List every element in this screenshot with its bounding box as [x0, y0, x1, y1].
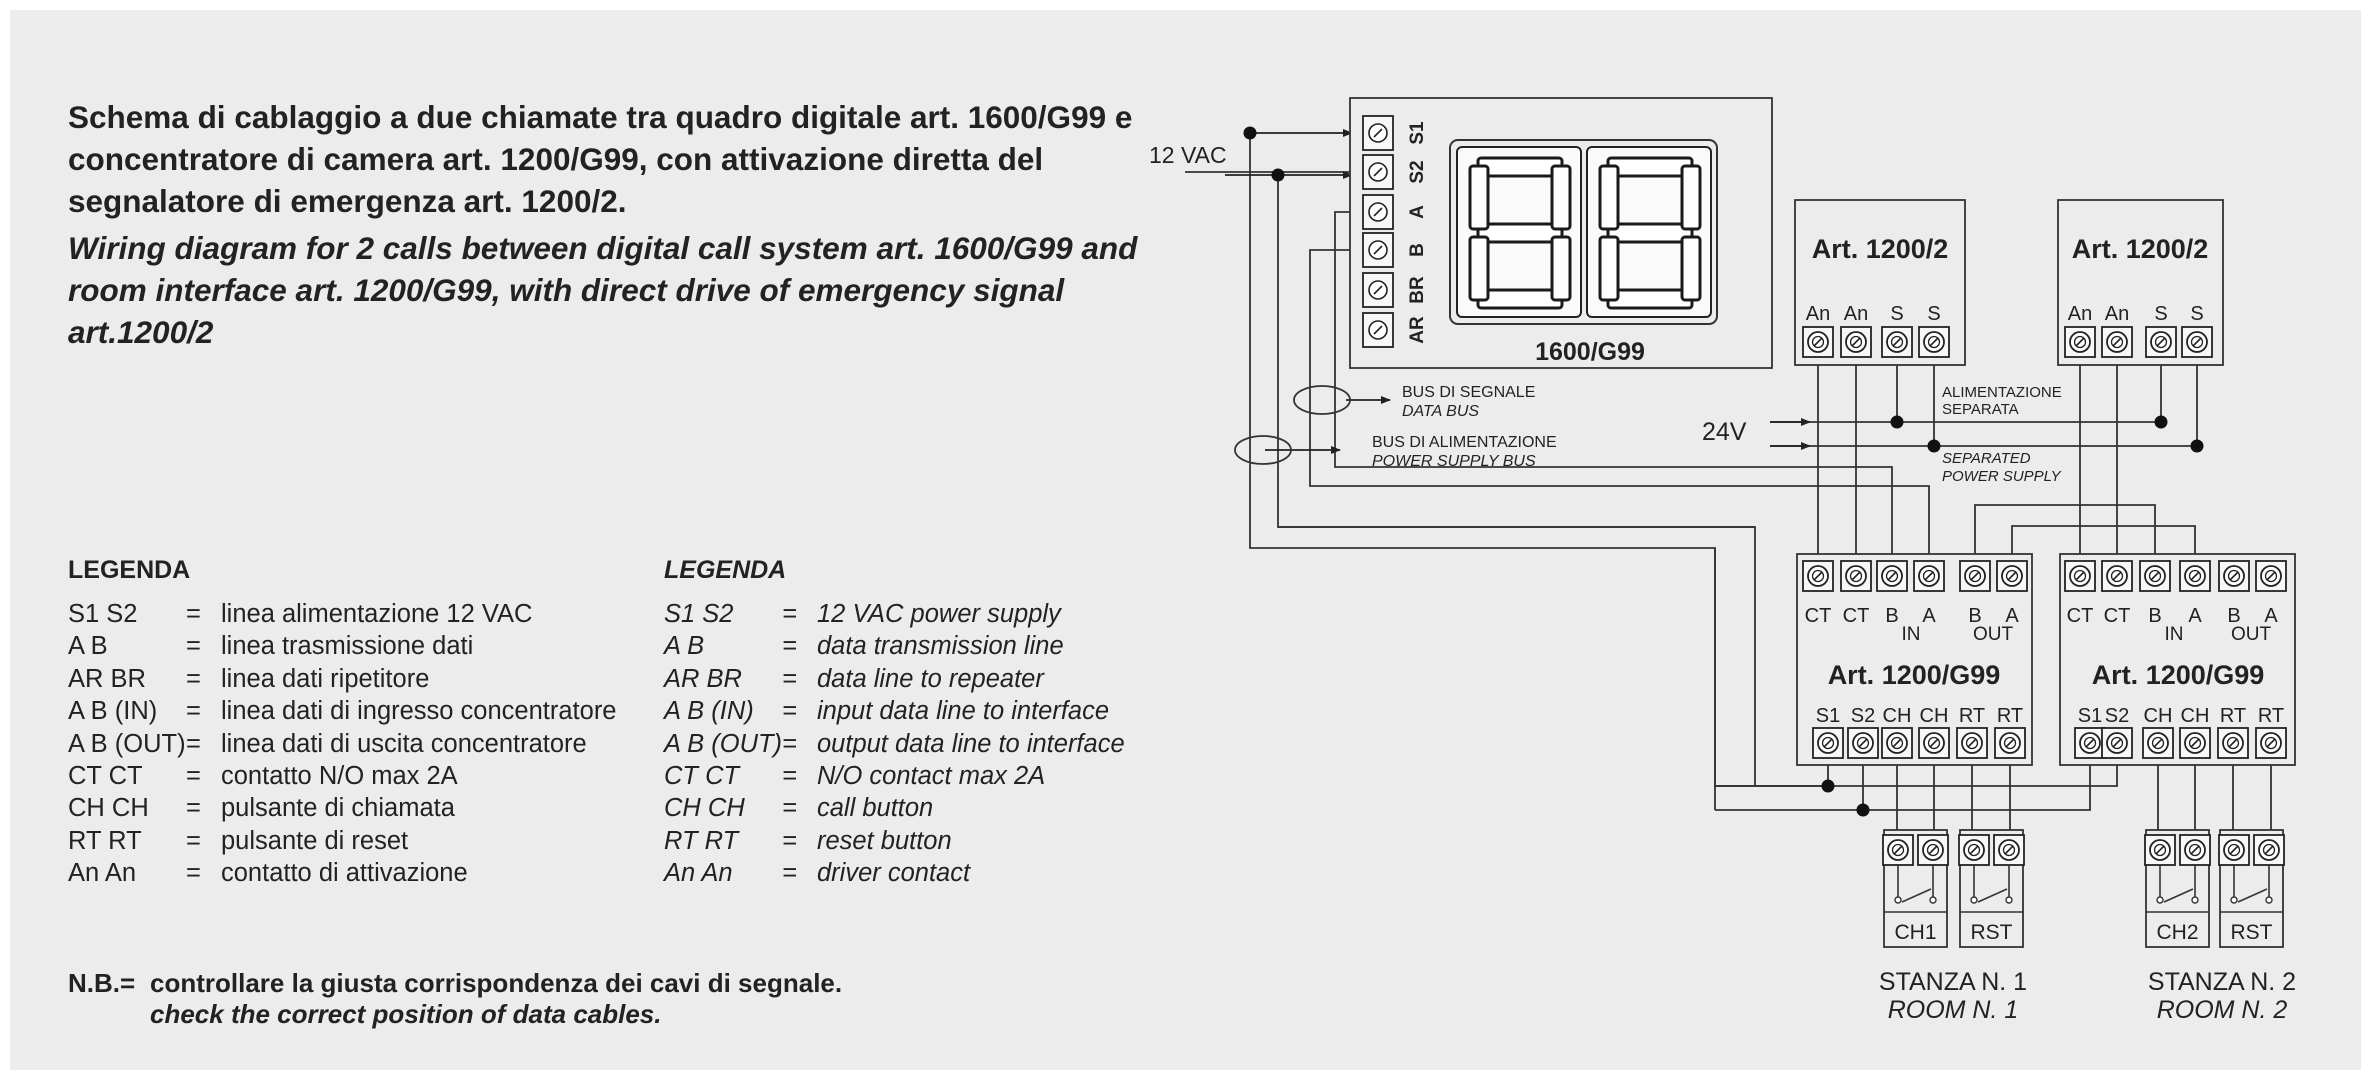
interface-1: [1797, 554, 2032, 765]
display-segment: [1470, 166, 1488, 229]
legend-en-text: call button: [817, 794, 934, 823]
push-button-label: CH1: [1894, 921, 1937, 944]
panel-terminal-screw: [1363, 116, 1393, 150]
interface-2-bottom-terminal-screw: [2102, 728, 2132, 758]
interface-2-bottom-terminal-label: RT: [2219, 705, 2247, 727]
display-segment: [1478, 158, 1562, 176]
interface-1-bottom-terminal-screw: [1919, 728, 1949, 758]
legend-it-text: pulsante di reset: [221, 826, 409, 855]
legend-heading-italian: LEGENDA: [68, 556, 191, 584]
signal-unit-2-terminal-screw: [2102, 327, 2132, 357]
display-segment: [1608, 224, 1692, 242]
power-bus-label: BUS DI ALIMENTAZIONE: [1372, 434, 1557, 451]
panel-terminal-label: A: [1407, 205, 1428, 219]
interface-2: [2060, 554, 2295, 765]
legend-en-text: 12 VAC power supply: [817, 600, 1061, 628]
panel-terminal-label: BR: [1407, 276, 1428, 304]
interface-1-top-terminal-screw: [1877, 561, 1907, 591]
legend-en-key: A B: [664, 632, 705, 661]
interface-2-in-label: IN: [2164, 624, 2184, 645]
legend-it-text: contatto N/O max 2A: [221, 762, 458, 790]
display-segment: [1552, 166, 1570, 229]
interface-2-model: Art. 1200/G99: [2091, 660, 2265, 690]
legend-it-key: RT RT: [68, 826, 142, 855]
room-2-label: STANZA N. 2: [2147, 968, 2297, 996]
panel-terminal-screw: [1363, 233, 1393, 267]
interface-1-bottom-terminal-label: S1: [1815, 705, 1841, 727]
interface-1-bottom-terminal-screw: [1848, 728, 1878, 758]
interface-2-top-terminal-screw: [2180, 561, 2210, 591]
legend-en-eq: =: [782, 762, 797, 790]
legend-en-eq: =: [782, 826, 797, 855]
interface-2-bottom-terminal-screw: [2075, 728, 2105, 758]
legend-it-text: pulsante di chiamata: [221, 794, 455, 823]
push-button-label: RST: [1970, 921, 2013, 944]
legend-en-key: RT RT: [664, 826, 739, 855]
legend-it-eq: =: [186, 794, 201, 823]
interface-1-top-terminal-label: B: [1968, 605, 1982, 627]
supply-12vac-label: 12 VAC: [1149, 142, 1227, 168]
interface-2-bottom-terminal-screw: [2180, 728, 2210, 758]
interface-1-bottom-terminal-label: CH: [1882, 705, 1912, 727]
legend-it-eq: =: [186, 762, 201, 790]
interface-2-top-terminal-screw: [2140, 561, 2170, 591]
room-1-label: STANZA N. 1: [1878, 968, 2028, 996]
legend-it-eq: =: [186, 664, 201, 693]
interface-1-bottom-terminal-screw: [1957, 728, 1987, 758]
panel-1600-g99: [1350, 98, 1772, 368]
interface-2-top-terminal-label: A: [2264, 605, 2278, 627]
signal-unit-2-terminal-label: An: [2067, 303, 2093, 325]
panel-terminal-screw: [1363, 273, 1393, 307]
legend-en-text: driver contact: [817, 859, 971, 888]
legend-heading-english: LEGENDA: [664, 556, 787, 584]
interface-1-in-label: IN: [1901, 624, 1921, 645]
display-segment: [1682, 166, 1700, 229]
legend-it-text: linea dati ripetitore: [221, 664, 430, 693]
display-segment: [1478, 290, 1562, 308]
interface-1-top-terminal-label: CT: [1804, 605, 1832, 627]
note-italian: controllare la giusta corrispondenza dei cavi di segnale.: [150, 968, 843, 998]
panel-terminal-screw: [1363, 155, 1393, 189]
interface-2-top-terminal-screw: [2219, 561, 2249, 591]
signal-unit-2-terminal-screw: [2182, 327, 2212, 357]
legend-en-key: S1 S2: [664, 600, 734, 628]
legend-en-eq: =: [782, 729, 797, 758]
legend-en-key: A B (OUT): [664, 729, 783, 758]
legend-it-key: S1 S2: [68, 600, 138, 628]
interface-1-top-terminal-label: CT: [1842, 605, 1870, 627]
legend-it-key: CT CT: [68, 762, 143, 790]
signal-unit-1-terminal-screw: [1803, 327, 1833, 357]
interface-1-out-label: OUT: [1972, 624, 2014, 645]
panel-terminal-screw: [1363, 195, 1393, 229]
display-segment: [1552, 237, 1570, 300]
separate-supply-label-en-1: SEPARATED: [1942, 450, 2031, 467]
data-bus-marker: [1294, 386, 1350, 414]
interface-2-top-terminal-screw: [2102, 561, 2132, 591]
panel-terminal-label: B: [1407, 243, 1428, 257]
display-segment: [1600, 237, 1618, 300]
interface-1-top-terminal-label: A: [2005, 605, 2019, 627]
interface-2-bottom-terminal-label: S2: [2104, 705, 2130, 727]
legend-it-eq: =: [186, 600, 201, 628]
interface-1-top-terminal-label: A: [1922, 605, 1936, 627]
legend-en-text: output data line to interface: [817, 729, 1125, 758]
signal-unit-2-terminal-label: S: [2190, 303, 2204, 325]
interface-2-bottom-terminal-screw: [2218, 728, 2248, 758]
legend-en-eq: =: [782, 632, 797, 661]
signal-unit-2-terminal-screw: [2065, 327, 2095, 357]
signal-unit-2-terminal-label: An: [2104, 303, 2130, 325]
display-segment: [1600, 166, 1618, 229]
display-segment: [1478, 224, 1562, 242]
display-segment: [1608, 290, 1692, 308]
signal-unit-1-terminal-label: An: [1843, 303, 1869, 325]
legend-it-key: A B (IN): [68, 697, 158, 726]
push-button-2: [1959, 830, 2024, 947]
interface-2-top-terminal-label: CT: [2103, 605, 2131, 627]
legend-en-eq: =: [782, 664, 797, 693]
legend-it-text: contatto di attivazione: [221, 859, 468, 888]
interface-2-top-terminal-label: B: [2148, 605, 2162, 627]
interface-2-out-label: OUT: [2230, 624, 2272, 645]
push-button-label: RST: [2230, 921, 2273, 944]
interface-2-bottom-terminal-label: S1: [2077, 705, 2103, 727]
legend-en-eq: =: [782, 697, 797, 726]
interface-2-top-terminal-label: A: [2188, 605, 2202, 627]
interface-2-bottom-terminal-label: RT: [2257, 705, 2285, 727]
interface-1-top-terminal-screw: [1914, 561, 1944, 591]
signal-unit-1-terminal-screw: [1841, 327, 1871, 357]
signal-unit-1-model: Art. 1200/2: [1811, 234, 1949, 264]
signal-unit-1-terminal-label: An: [1805, 303, 1831, 325]
title-italian: Schema di cablaggio a due chiamate tra quadro digitale art. 1600/G99 e concentratore di camera art. 1200/G99, con attivazione diretta del segnalatore di emergenza art. 1200/2.: [68, 99, 1133, 219]
legend-it-eq: =: [186, 632, 201, 661]
legend-it-text: linea trasmissione dati: [221, 632, 474, 661]
legend-it-eq: =: [186, 826, 201, 855]
display-segment: [1470, 237, 1488, 300]
interface-1-bottom-terminal-screw: [1995, 728, 2025, 758]
push-button-3: [2145, 830, 2210, 947]
legend-en-eq: =: [782, 859, 797, 888]
interface-1-bottom-terminal-screw: [1882, 728, 1912, 758]
interface-1-top-terminal-screw: [1960, 561, 1990, 591]
legend-it-key: A B: [68, 632, 108, 661]
legend-en-key: CT CT: [664, 762, 740, 790]
interface-1-top-terminal-screw: [1841, 561, 1871, 591]
panel-model-label: 1600/G99: [1535, 338, 1645, 366]
power-bus-label-en: POWER SUPPLY BUS: [1372, 453, 1536, 470]
signal-unit-1-terminal-label: S: [1927, 303, 1941, 325]
data-bus-label-en: DATA BUS: [1402, 403, 1480, 420]
note-english: check the correct position of data cables.: [150, 999, 662, 1029]
interface-1-model: Art. 1200/G99: [1827, 660, 2001, 690]
interface-2-top-terminal-screw: [2256, 561, 2286, 591]
legend-it-eq: =: [186, 729, 201, 758]
interface-1-bottom-terminal-label: RT: [1996, 705, 2024, 727]
legend-it-key: A B (OUT): [68, 729, 186, 758]
signal-unit-1: [1795, 200, 1965, 365]
interface-2-top-terminal-label: CT: [2066, 605, 2094, 627]
signal-unit-2: [2058, 200, 2223, 365]
legend-it-key: AR BR: [68, 664, 146, 693]
legend-it-key: An An: [68, 859, 137, 888]
data-bus-label: BUS DI SEGNALE: [1402, 384, 1536, 401]
room-1-label-en: ROOM N. 1: [1887, 996, 2019, 1024]
legend-en-key: CH CH: [664, 794, 745, 823]
panel-terminal-label: AR: [1407, 316, 1428, 344]
interface-2-top-terminal-label: B: [2227, 605, 2241, 627]
interface-2-bottom-terminal-screw: [2143, 728, 2173, 758]
interface-2-bottom-terminal-screw: [2256, 728, 2286, 758]
legend-en-text: reset button: [817, 826, 952, 855]
title-english: Wiring diagram for 2 calls between digital call system art. 1600/G99 and room interface art. 1200/G99, with direct drive of emergency signal art.1200/2: [68, 230, 1138, 350]
panel-terminal-label: S2: [1407, 160, 1428, 184]
legend-it-eq: =: [186, 859, 201, 888]
legend-en-text: data transmission line: [817, 632, 1064, 661]
supply-24v-label: 24V: [1702, 418, 1747, 446]
legend-en-text: data line to repeater: [817, 664, 1044, 693]
legend-en-key: AR BR: [664, 664, 742, 693]
push-buttons: [1883, 830, 2284, 947]
interface-2-bottom-terminal-label: CH: [2143, 705, 2173, 727]
push-button-1: [1883, 830, 1948, 947]
signal-unit-1-terminal-screw: [1882, 327, 1912, 357]
legend-en-eq: =: [782, 794, 797, 823]
interface-1-bottom-terminal-label: S2: [1850, 705, 1876, 727]
panel-terminal-screw: [1363, 313, 1393, 347]
legend-it-text: linea alimentazione 12 VAC: [221, 600, 533, 628]
legend-en-text: input data line to interface: [817, 697, 1110, 726]
legend-it-text: linea dati di ingresso concentratore: [221, 697, 617, 726]
note-label: N.B.=: [68, 968, 136, 998]
signal-unit-2-terminal-label: S: [2154, 303, 2168, 325]
interface-2-bottom-terminal-label: CH: [2180, 705, 2210, 727]
legend-en-text: N/O contact max 2A: [817, 762, 1046, 790]
panel-terminal-label: S1: [1407, 121, 1428, 145]
display-segment: [1682, 237, 1700, 300]
room-2-label-en: ROOM N. 2: [2156, 996, 2288, 1024]
legend-en-key: A B (IN): [664, 697, 754, 726]
interface-2-top-terminal-screw: [2065, 561, 2095, 591]
push-button-4: [2219, 830, 2284, 947]
separate-supply-label-2: SEPARATA: [1942, 401, 2019, 418]
display-segment: [1608, 158, 1692, 176]
legend-it-key: CH CH: [68, 794, 149, 823]
separate-supply-label-en-2: POWER SUPPLY: [1942, 468, 2061, 485]
interface-1-top-terminal-screw: [1997, 561, 2027, 591]
separate-supply-label-1: ALIMENTAZIONE: [1942, 384, 2062, 401]
signal-unit-2-model: Art. 1200/2: [2071, 234, 2209, 264]
interface-1-top-terminal-screw: [1803, 561, 1833, 591]
interface-1-bottom-terminal-label: RT: [1958, 705, 1986, 727]
signal-unit-1-terminal-screw: [1919, 327, 1949, 357]
legend-it-eq: =: [186, 697, 201, 726]
interface-1-bottom-terminal-label: CH: [1919, 705, 1949, 727]
legend-it-text: linea dati di uscita concentratore: [221, 729, 587, 758]
signal-unit-2-terminal-screw: [2146, 327, 2176, 357]
legend-en-key: An An: [664, 859, 733, 888]
interface-1-bottom-terminal-screw: [1813, 728, 1843, 758]
push-button-label: CH2: [2156, 921, 2199, 944]
interface-1-top-terminal-label: B: [1885, 605, 1899, 627]
legend-en-eq: =: [782, 600, 797, 628]
signal-unit-1-terminal-label: S: [1890, 303, 1904, 325]
